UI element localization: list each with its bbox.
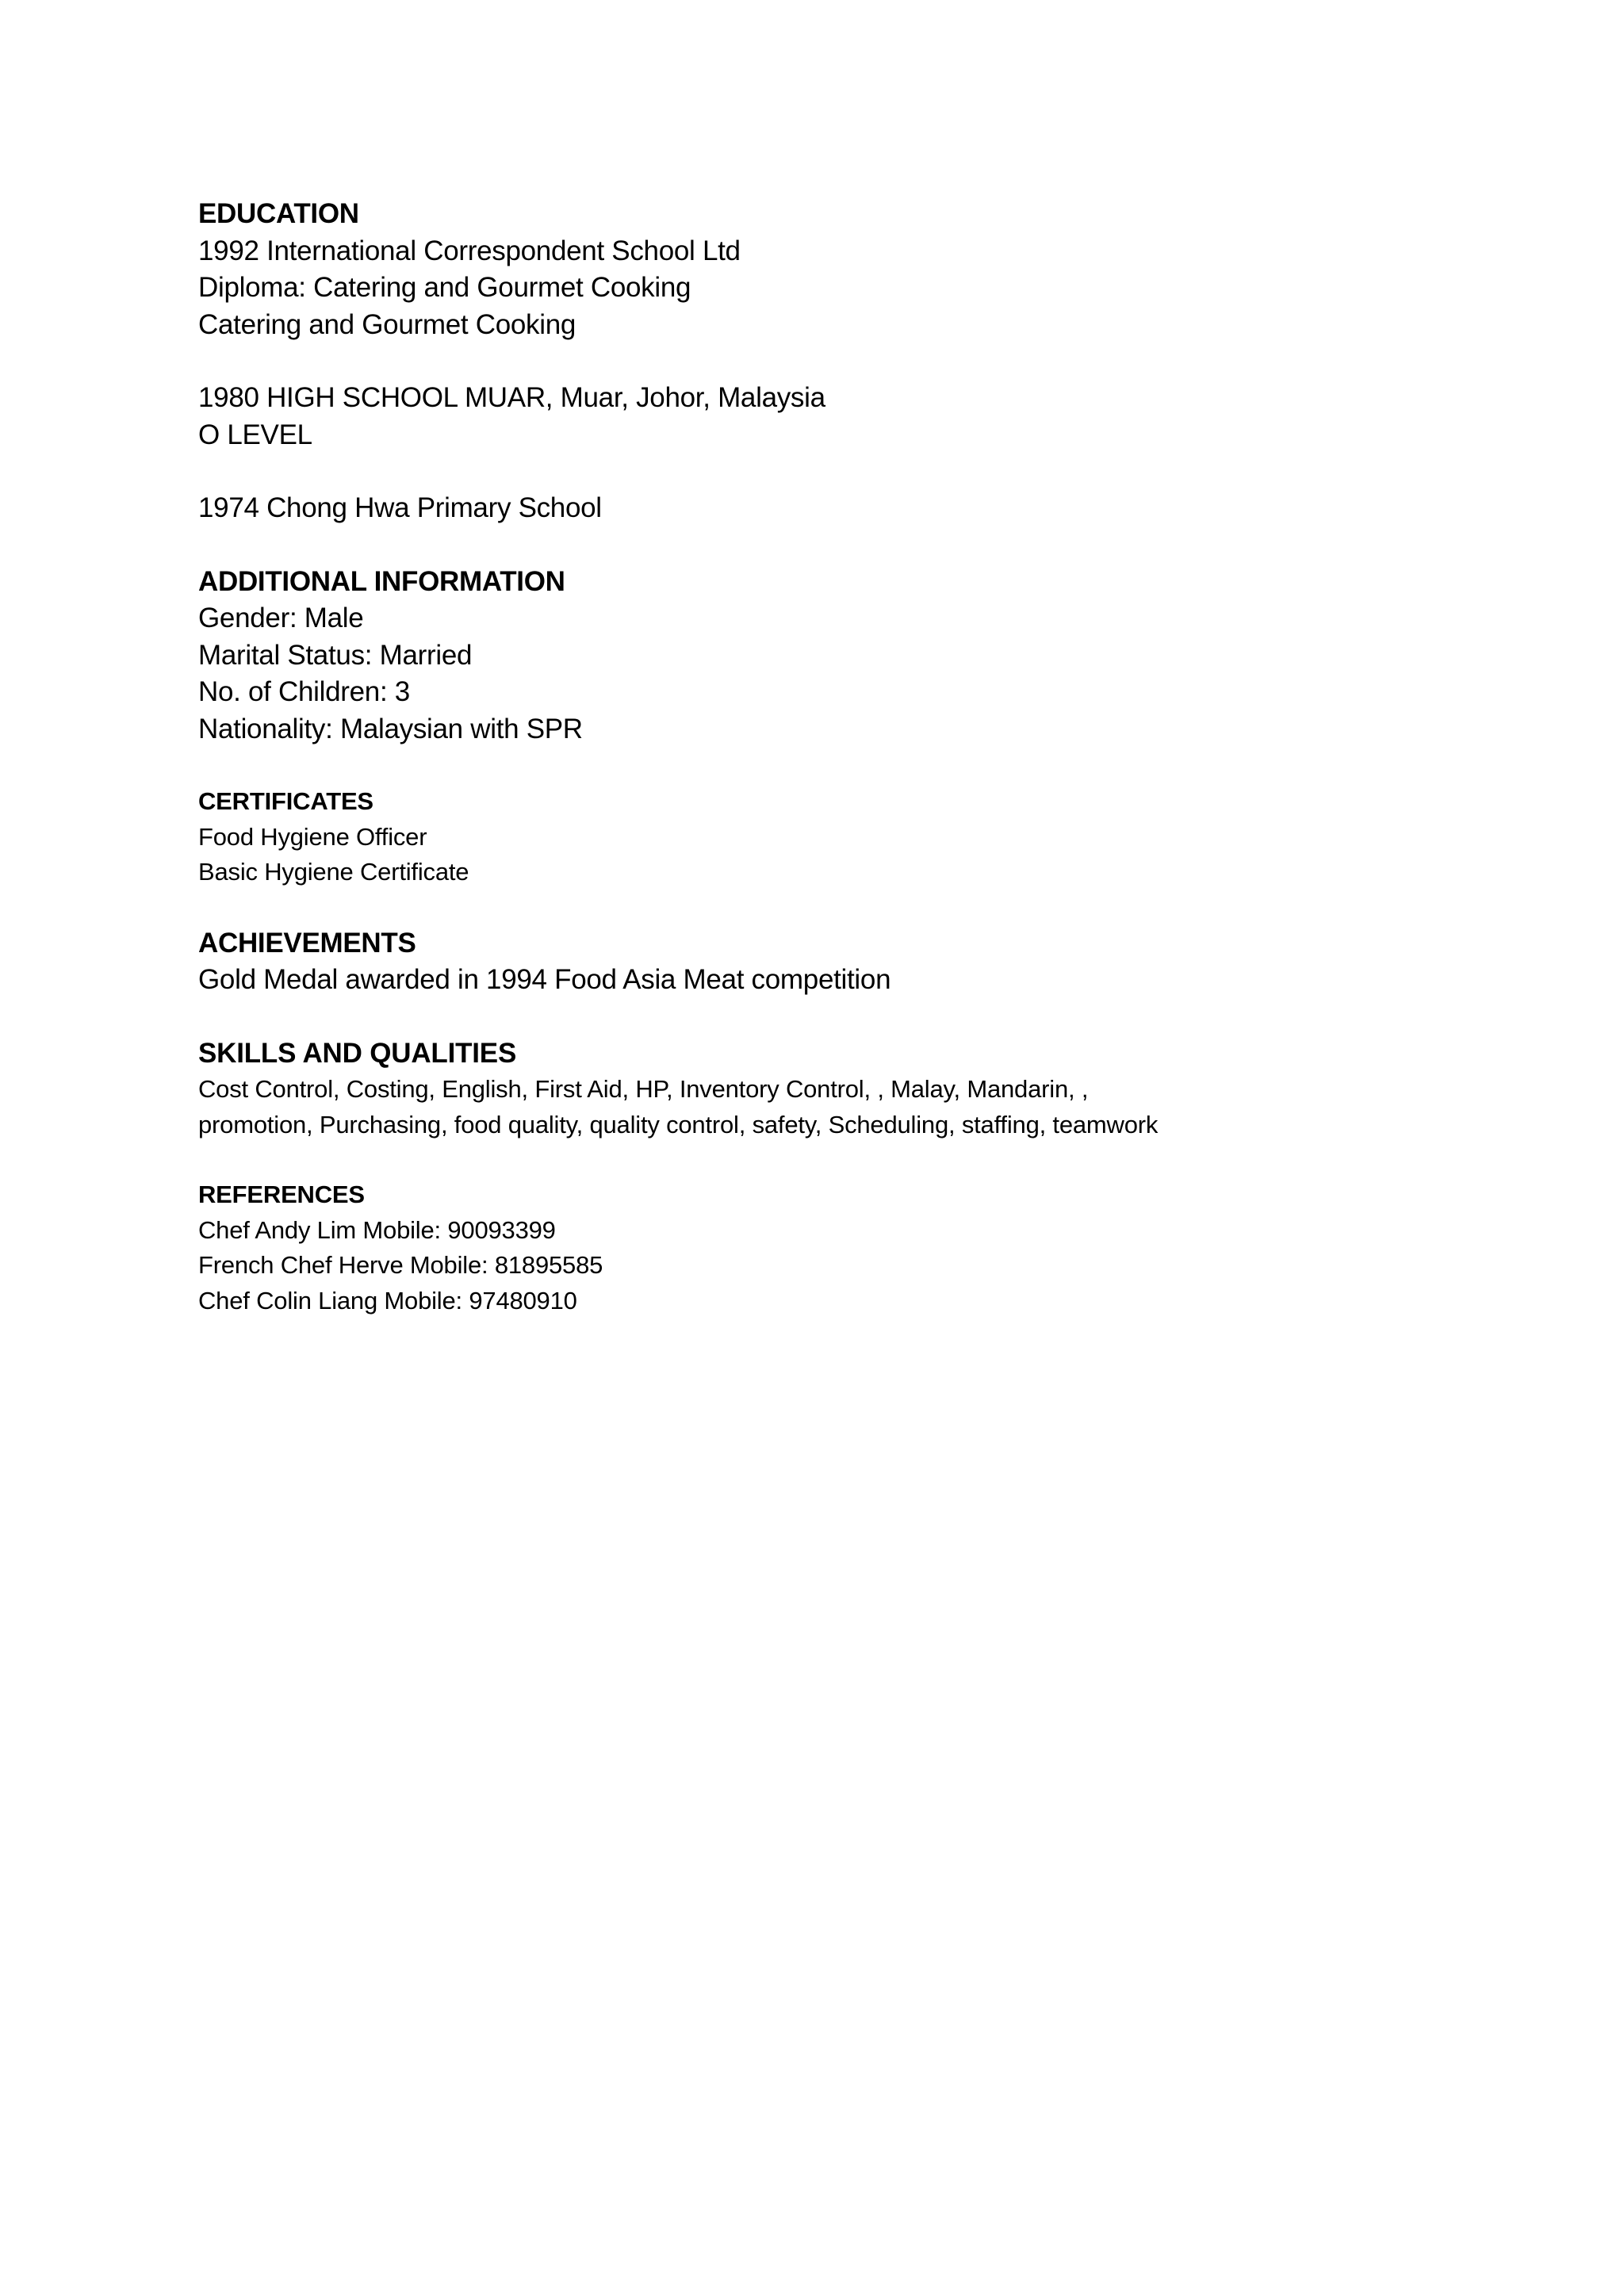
education-entry-line: 1992 International Correspondent School Ltd [198,235,741,266]
additional-information-heading: ADDITIONAL INFORMATION [198,565,565,597]
spacer [198,999,1499,1035]
education-entry-line: Diploma: Catering and Gourmet Cooking [198,272,691,303]
resume-content [198,196,1499,1318]
skills-line: Cost Control, Costing, English, First Aid, HP, Inventory Control, , Malay, Mandarin, , [198,1075,1089,1103]
education-entry [198,380,1499,453]
education-entry-line: O LEVEL [198,419,312,450]
certificates-section [198,784,1499,890]
skills-section [198,1035,1499,1143]
additional-information-line: Gender: Male [198,603,364,633]
certificate-item: Basic Hygiene Certificate [198,858,469,886]
education-section [198,196,1499,527]
spacer [198,343,1499,380]
spacer [198,453,1499,490]
education-entry-line: 1974 Chong Hwa Primary School [198,492,602,523]
spacer [198,890,1499,925]
additional-information-line: Nationality: Malaysian with SPR [198,713,583,744]
additional-information-section [198,564,1499,748]
reference-item: Chef Colin Liang Mobile: 97480910 [198,1286,577,1314]
education-entry-line: 1980 HIGH SCHOOL MUAR, Muar, Johor, Malaysia [198,382,825,413]
achievements-heading: ACHIEVEMENTS [198,927,416,959]
references-section [198,1177,1499,1318]
certificates-heading: CERTIFICATES [198,787,373,815]
skills-line: promotion, Purchasing, food quality, quality control, safety, Scheduling, staffing, teamwork [198,1110,1159,1138]
additional-information-line: No. of Children: 3 [198,676,410,707]
achievement-item: Gold Medal awarded in 1994 Food Asia Meat competition [198,964,891,995]
education-heading: EDUCATION [198,198,359,229]
achievements-section [198,925,1499,999]
spacer [198,748,1499,784]
spacer [198,527,1499,564]
additional-information-line: Marital Status: Married [198,639,473,671]
references-heading: REFERENCES [198,1181,365,1208]
spacer [198,1142,1499,1177]
reference-item: Chef Andy Lim Mobile: 90093399 [198,1215,556,1244]
reference-item: French Chef Herve Mobile: 81895585 [198,1251,603,1279]
skills-heading: SKILLS AND QUALITIES [198,1037,517,1069]
education-entry-line: Catering and Gourmet Cooking [198,308,576,340]
education-entry [198,490,1499,527]
certificate-item: Food Hygiene Officer [198,822,427,851]
education-entry [198,233,1499,344]
